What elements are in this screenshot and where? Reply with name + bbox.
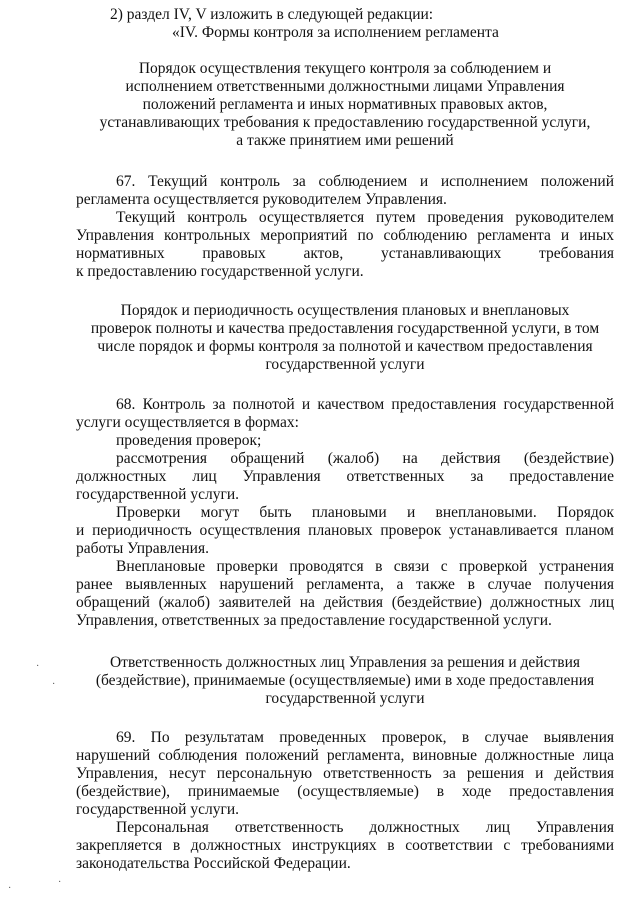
section-title: «IV. Формы контроля за исполнением регламента	[172, 24, 499, 41]
p69-line-7: закрепляется в должностных инструкциях в соответствии с требованиями	[76, 837, 614, 854]
subsection1-line-5: а также принятием ими решений	[236, 132, 454, 149]
p68-line-12: обращений (жалоб) заявителей на действия (бездействие) должностных лиц	[76, 594, 614, 611]
subsection3-line-2: (бездействие), принимаемые (осуществляемые) ими в ходе предоставления	[95, 672, 595, 689]
p67-line-1: 67. Текущий контроль за соблюдением и исполнением положений	[116, 173, 614, 190]
p67-line-4: Управления контрольных мероприятий по соблюдению регламента и иных	[76, 227, 614, 244]
p67-line-6: к предоставлению государственной услуги.	[76, 263, 364, 280]
p68-line-1: 68. Контроль за полнотой и качеством предоставления государственной	[116, 396, 614, 413]
p68-line-8: и периодичность осуществления плановых проверок устанавливается планом	[76, 522, 614, 539]
p68-line-10: Внеплановые проверки проводятся в связи с проверкой устранения	[116, 558, 614, 575]
p69-line-4: (бездействие), принимаемые (осуществляемые) в ходе предоставления	[76, 783, 614, 800]
p68-line-2: услуги осуществляется в формах:	[76, 414, 299, 431]
subsection1-line-2: исполнением ответственными должностными лицами Управления	[125, 78, 565, 95]
p69-line-5: государственной услуги.	[76, 801, 239, 818]
p68-line-4: рассмотрения обращений (жалоб) на действия (бездействие)	[116, 450, 614, 467]
subsection1-line-1: Порядок осуществления текущего контроля за соблюдением и	[138, 60, 552, 77]
p67-line-2: регламента осуществляется руководителем Управления.	[76, 191, 447, 208]
scan-speck: ·	[52, 679, 56, 690]
p67-line-5: нормативных правовых актов, устанавливающих требования	[76, 245, 614, 262]
p67-line-3: Текущий контроль осуществляется путем проведения руководителем	[116, 209, 614, 226]
paragraph-68	[76, 396, 614, 630]
p69-line-3: Управления, несут персональную ответственность за решения и действия	[76, 765, 614, 782]
scan-speck: ·	[8, 883, 12, 894]
p69-line-2: нарушений соблюдения положений регламента, виновные должностные лица	[76, 747, 614, 764]
p69-line-6: Персональная ответственность должностных лиц Управления	[116, 819, 614, 836]
subsection3-line-1: Ответственность должностных лиц Управления за решения и действия	[109, 654, 581, 671]
p68-line-9: работы Управления.	[76, 540, 209, 557]
subsection2-line-1: Порядок и периодичность осуществления плановых и внеплановых	[120, 302, 570, 319]
p68-line-6: государственной услуги.	[76, 486, 239, 503]
paragraph-67	[76, 173, 614, 281]
amendment-item-2: 2) раздел IV, V изложить в следующей редакции:	[110, 6, 434, 23]
p68-line-5: должностных лиц Управления ответственных за предоставление	[76, 468, 614, 485]
subsection1-line-4: устанавливающих требования к предоставлению государственной услуги,	[99, 114, 591, 131]
p68-line-3: проведения проверок;	[116, 432, 262, 449]
subsection2-line-4: государственной услуги	[265, 356, 425, 373]
p68-line-13: Управления, ответственных за предоставление государственной услуги.	[76, 612, 552, 629]
p68-line-11: ранее выявленных нарушений регламента, а также в случае получения	[76, 576, 614, 593]
p69-line-1: 69. По результатам проведенных проверок, в случае выявления	[116, 729, 614, 746]
subsection2-line-2: проверок полноты и качества предоставления государственной услуги, в том	[90, 320, 600, 337]
scan-speck: ·	[36, 661, 40, 672]
p69-line-8: законодательства Российской Федерации.	[76, 855, 351, 872]
paragraph-69	[76, 729, 614, 873]
p68-line-7: Проверки могут быть плановыми и внеплановыми. Порядок	[116, 504, 614, 521]
subsection3-line-3: государственной услуги	[265, 690, 425, 707]
subsection2-line-3: числе порядок и формы контроля за полнотой и качеством предоставления	[97, 338, 593, 355]
scan-speck: ·	[58, 877, 62, 888]
subsection1-line-3: положений регламента и иных нормативных правовых актов,	[142, 96, 548, 113]
